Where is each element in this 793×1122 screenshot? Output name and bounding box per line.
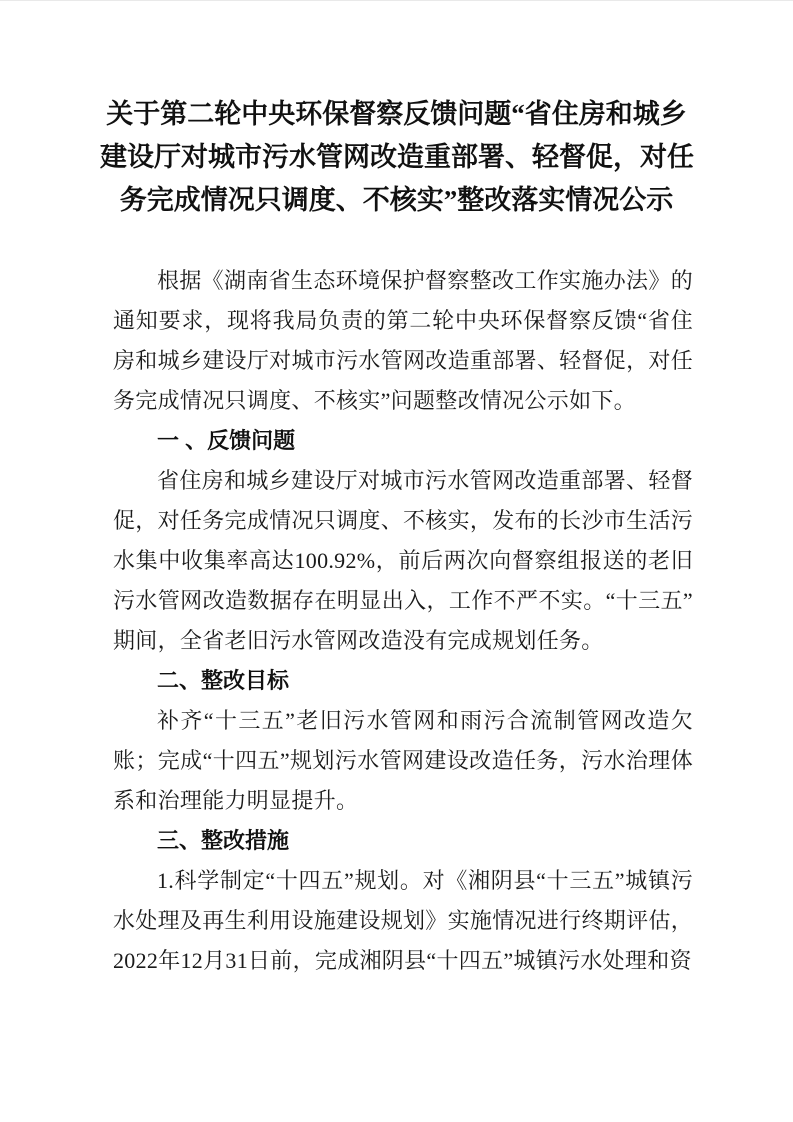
section-heading-rectification-measures: 三、整改措施 bbox=[157, 828, 290, 853]
title-line-3: 务完成情况只调度、不核实”整改落实情况公示 bbox=[119, 185, 674, 215]
rectification-goal-paragraph: 补齐“十三五”老旧污水管网和雨污合流制管网改造欠账；完成“十四五”规划污水管网建设改造任务，污水治理体系和治理能力明显提升。 bbox=[113, 708, 693, 813]
section-heading-rectification-goal: 二、整改目标 bbox=[157, 668, 290, 693]
document-title bbox=[100, 93, 693, 222]
section-heading-feedback-problem: 一 、反馈问题 bbox=[157, 428, 296, 453]
intro-paragraph: 根据《湖南省生态环境保护督察整改工作实施办法》的通知要求，现将我局负责的第二轮中央环保督察反馈“省住房和城乡建设厅对城市污水管网改造重部署、轻督促，对任务完成情况只调度、不核实”问题整改情况公示如下。 bbox=[113, 268, 693, 413]
title-line-2: 建设厅对城市污水管网改造重部署、轻督促，对任 bbox=[100, 142, 694, 172]
feedback-problem-paragraph: 省住房和城乡建设厅对城市污水管网改造重部署、轻督促，对任务完成情况只调度、不核实，发布的长沙市生活污水集中收集率高达100.92%，前后两次向督察组报送的老旧污水管网改造数据存在明显出入，工作不严不实。“十三五”期间，全省老旧污水管网改造没有完成规划任务。 bbox=[113, 468, 693, 653]
rectification-measures-paragraph: 1.科学制定“十四五”规划。对《湘阴县“十三五”城镇污水处理及再生利用设施建设规划》实施情况进行终期评估，2022年12月31日前，完成湘阴县“十四五”城镇污水处理和资 bbox=[113, 868, 693, 973]
title-line-1: 关于第二轮中央环保督察反馈问题“省住房和城乡 bbox=[106, 99, 687, 129]
